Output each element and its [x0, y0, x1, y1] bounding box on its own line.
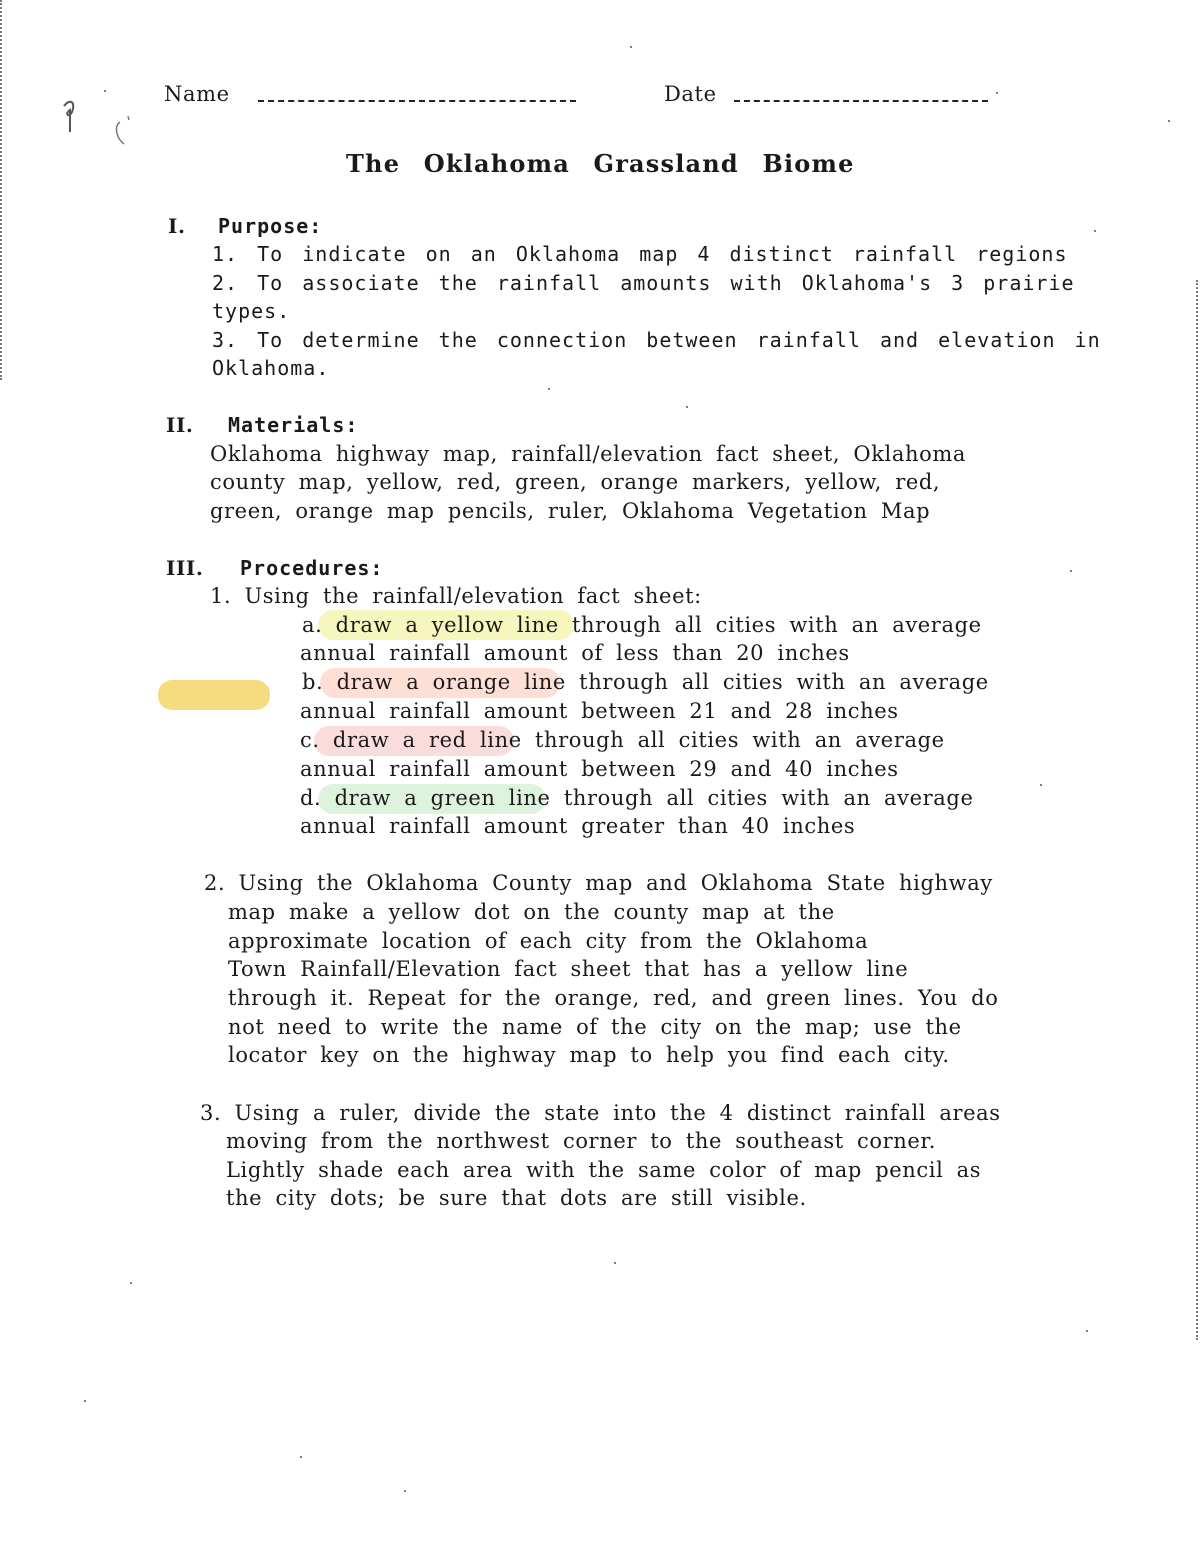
yellow-marker-swatch [158, 680, 270, 710]
scan-speck [996, 92, 998, 94]
step2-line: approximate location of each city from the Oklahoma [228, 929, 869, 953]
purpose-line: 1. To indicate on an Oklahoma map 4 distinct rainfall regions [212, 242, 1068, 266]
step3-line: the city dots; be sure that dots are still visible. [226, 1186, 807, 1210]
scan-edge-left [0, 0, 4, 380]
step3-line: Lightly shade each area with the same color of map pencil as [226, 1158, 982, 1182]
scan-edge-right [1196, 280, 1200, 1340]
materials-line: green, orange map pencils, ruler, Oklahoma Vegetation Map [210, 499, 931, 523]
scan-speck [84, 1400, 86, 1402]
purpose-line: 2. To associate the rainfall amounts with Oklahoma's 3 prairie [212, 271, 1075, 295]
materials-numeral: II. [166, 413, 194, 437]
step1-line: annual rainfall amount between 29 and 40 inches [300, 757, 899, 781]
scan-speck [130, 1282, 132, 1284]
materials-line: Oklahoma highway map, rainfall/elevation fact sheet, Oklahoma [210, 442, 966, 466]
scan-speck [630, 46, 632, 48]
scan-speck [686, 406, 688, 408]
date-line[interactable] [734, 100, 988, 102]
scan-speck [614, 1262, 616, 1264]
materials-heading: Materials: [228, 413, 359, 437]
purpose-line: Oklahoma. [212, 356, 330, 380]
step1-line: b. draw a orange line through all cities with an average [302, 670, 989, 694]
date-label: Date [664, 82, 717, 106]
procedures-heading: Procedures: [240, 556, 384, 580]
procedures-step1-intro: 1. Using the rainfall/elevation fact sheet: [210, 584, 702, 608]
scan-speck [1040, 784, 1042, 786]
page-title: The Oklahoma Grassland Biome [346, 149, 855, 178]
scan-speck [1086, 1330, 1088, 1332]
scan-speck [1070, 570, 1072, 572]
procedures-numeral: III. [166, 556, 204, 580]
step1-line: annual rainfall amount greater than 40 inches [300, 814, 856, 838]
step1-line: c. draw a red line through all cities with an average [300, 728, 945, 752]
scan-speck [1168, 120, 1170, 122]
step2-line: not need to write the name of the city on the map; use the [228, 1015, 962, 1039]
step1-line: d. draw a green line through all cities with an average [300, 786, 974, 810]
scan-speck [300, 1456, 302, 1458]
step2-line: through it. Repeat for the orange, red, and green lines. You do [228, 986, 999, 1010]
purpose-heading: Purpose: [218, 214, 323, 238]
step1-line: annual rainfall amount of less than 20 inches [300, 641, 850, 665]
step3-line: 3. Using a ruler, divide the state into the 4 distinct rainfall areas [200, 1101, 1001, 1125]
step2-line: Town Rainfall/Elevation fact sheet that has a yellow line [228, 957, 909, 981]
name-line[interactable] [258, 100, 576, 102]
purpose-line: types. [212, 299, 291, 323]
step1-line: annual rainfall amount between 21 and 28 inches [300, 699, 899, 723]
scan-speck [404, 1490, 406, 1492]
materials-line: county map, yellow, red, green, orange markers, yellow, red, [210, 470, 941, 494]
step2-line: map make a yellow dot on the county map at the [228, 900, 835, 924]
step1-line: a. draw a yellow line through all cities with an average [302, 613, 982, 637]
scan-speck [1094, 230, 1096, 232]
step2-line: 2. Using the Oklahoma County map and Oklahoma State highway [204, 871, 993, 895]
scan-speck [548, 388, 550, 390]
purpose-line: 3. To determine the connection between rainfall and elevation in [212, 328, 1101, 352]
pencil-scribble [56, 92, 136, 162]
step3-line: moving from the northwest corner to the southeast corner. [226, 1129, 937, 1153]
name-label: Name [164, 82, 230, 106]
purpose-numeral: I. [168, 214, 186, 238]
step2-line: locator key on the highway map to help you find each city. [228, 1043, 950, 1067]
